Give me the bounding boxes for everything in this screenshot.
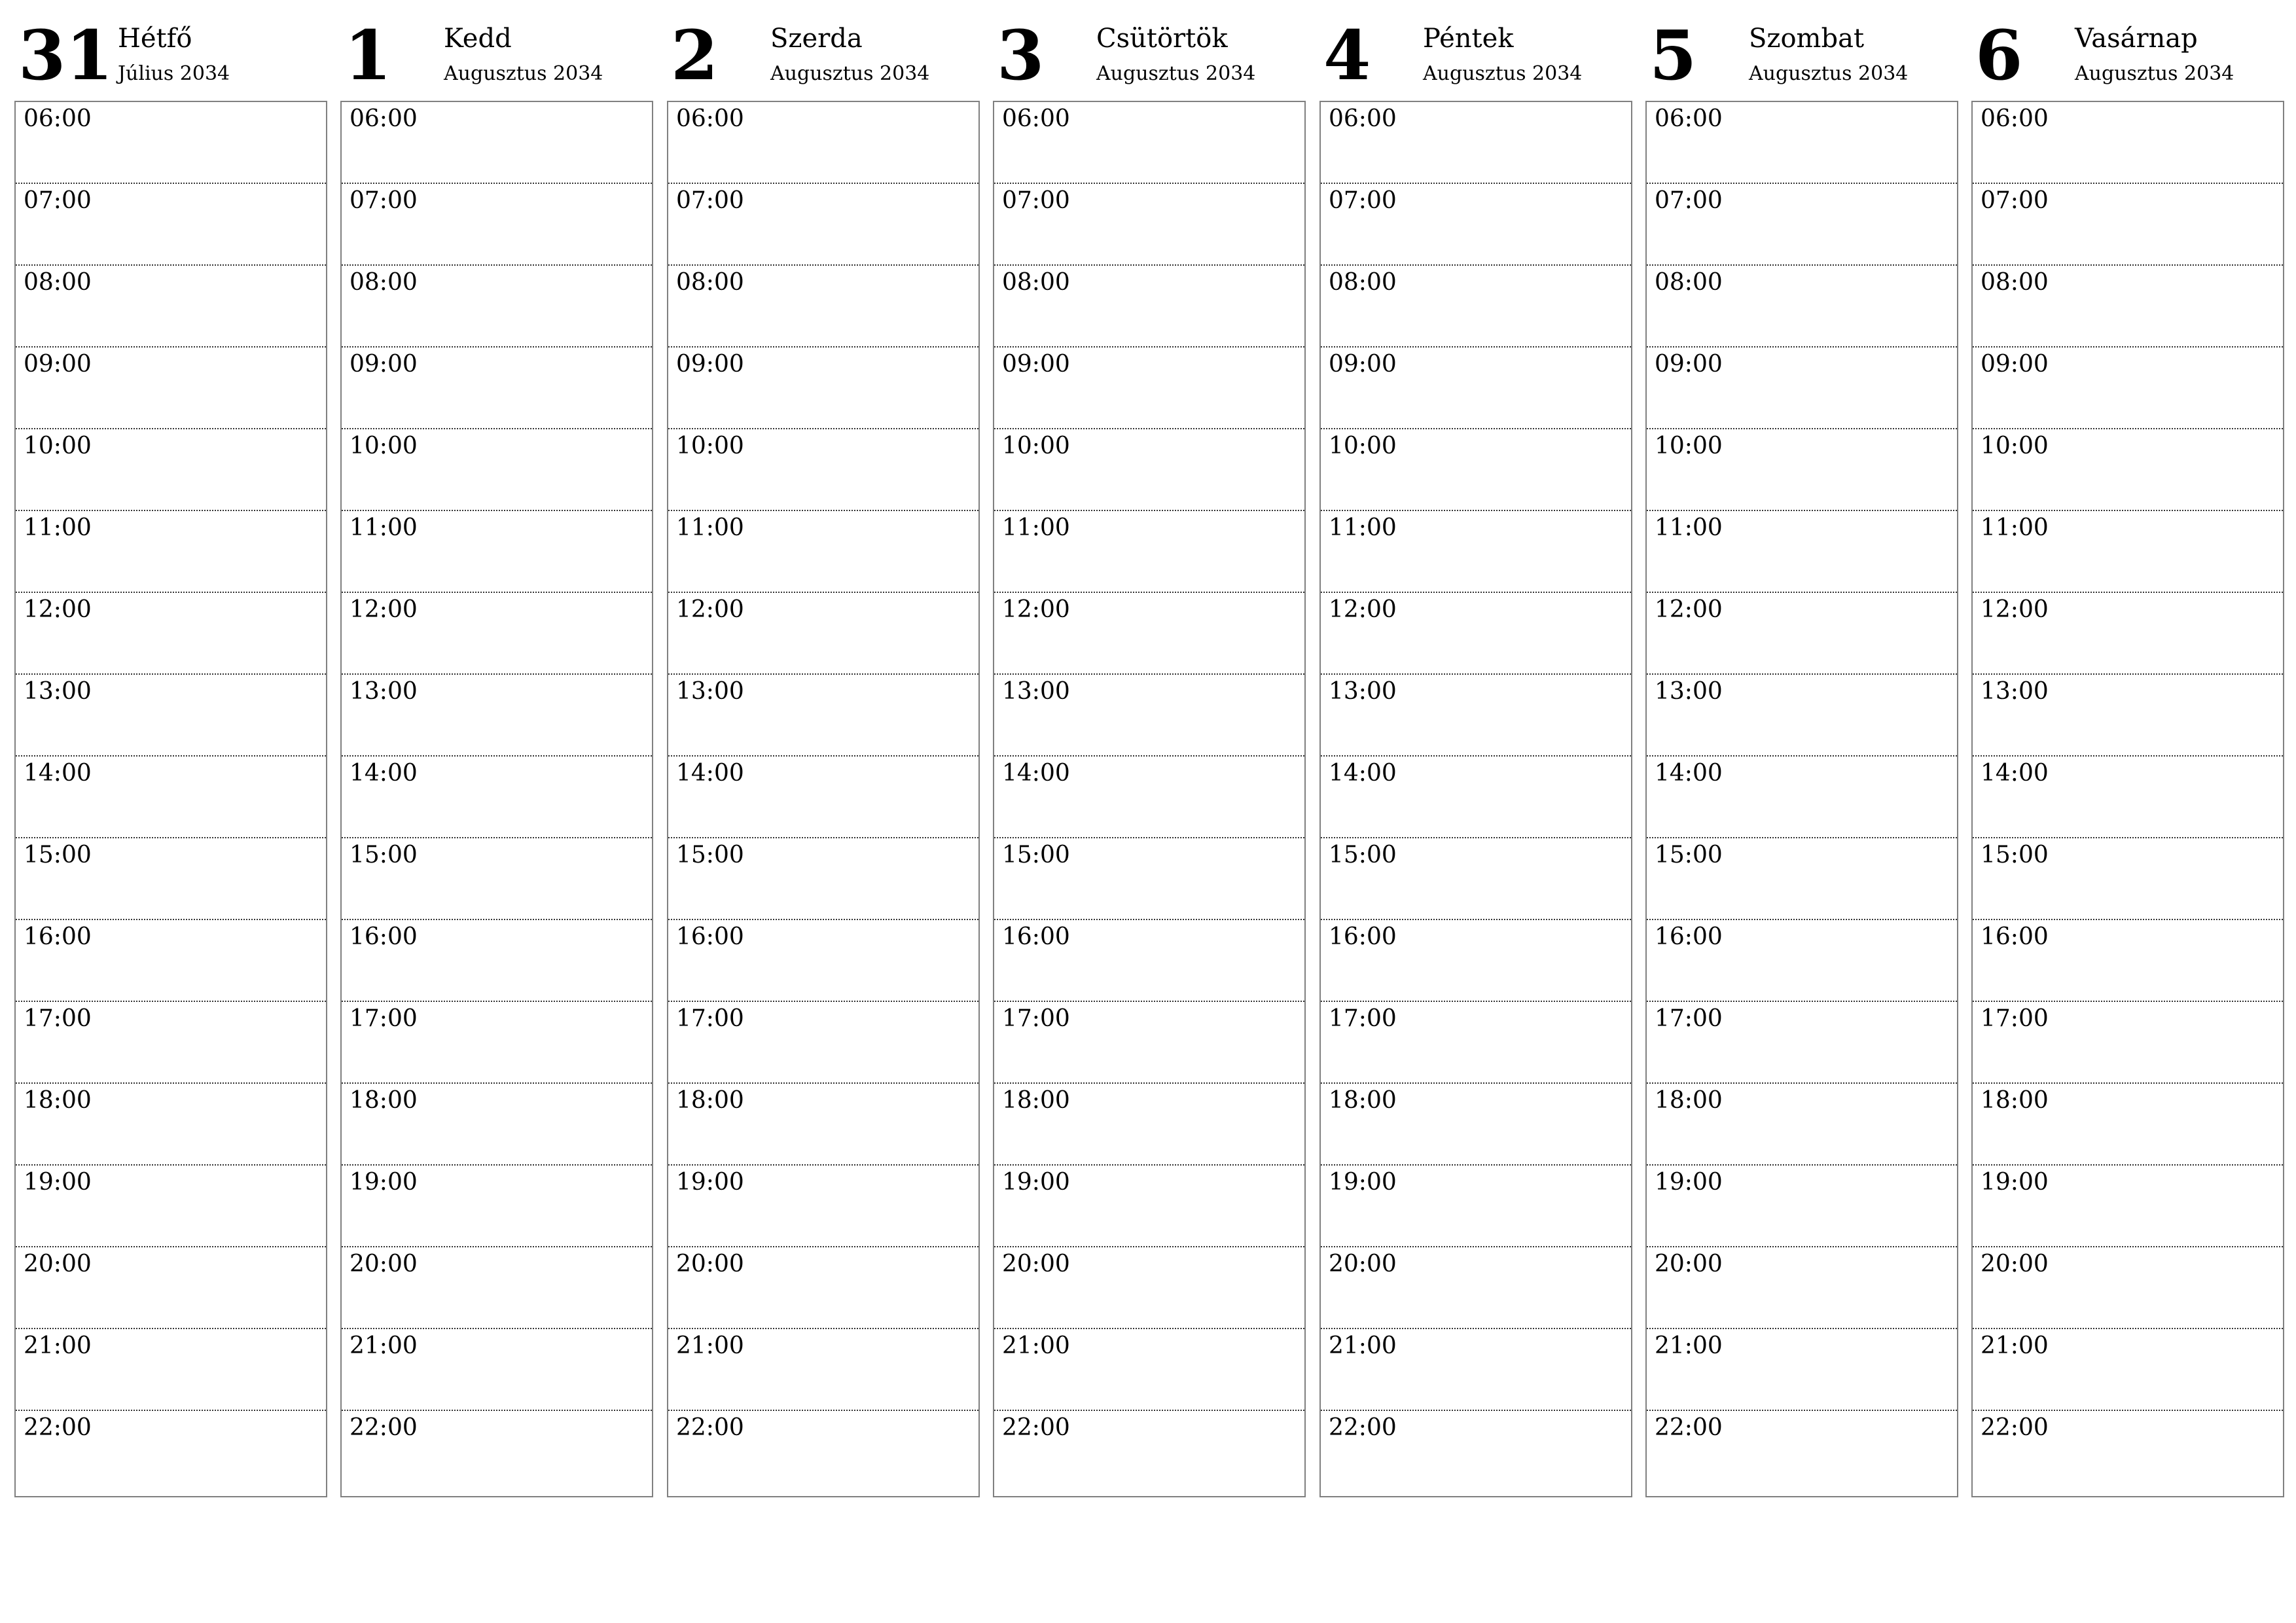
time-label: 20:00: [1981, 1251, 2049, 1277]
time-label: 12:00: [676, 596, 744, 623]
time-slot[interactable]: [16, 1247, 326, 1329]
time-slot[interactable]: [1647, 675, 1957, 757]
time-label: 09:00: [24, 351, 92, 378]
time-label: 15:00: [350, 842, 418, 868]
time-slot[interactable]: [16, 511, 326, 593]
time-label: 22:00: [1981, 1414, 2049, 1441]
time-label: 22:00: [1002, 1414, 1070, 1441]
time-slot[interactable]: [668, 348, 978, 429]
time-slot[interactable]: [1647, 1247, 1957, 1329]
time-label: 17:00: [1002, 1005, 1070, 1032]
time-slot[interactable]: [16, 429, 326, 511]
day-schedule-box: [1971, 101, 2284, 1497]
time-slot[interactable]: [1973, 757, 2283, 838]
time-slot[interactable]: [1973, 1084, 2283, 1166]
time-label: 09:00: [1329, 351, 1397, 378]
day-header: [1645, 0, 1958, 98]
day-schedule-box: [14, 101, 327, 1497]
time-label: 19:00: [350, 1169, 418, 1196]
time-slot[interactable]: [994, 593, 1304, 675]
time-slot[interactable]: [16, 184, 326, 266]
day-name: Vasárnap: [2075, 24, 2198, 54]
time-slot[interactable]: [668, 1247, 978, 1329]
day-month: Augusztus 2034: [770, 62, 930, 85]
time-slot[interactable]: [1973, 593, 2283, 675]
time-slot[interactable]: [668, 1329, 978, 1411]
time-label: 13:00: [1002, 678, 1070, 705]
day-schedule-box: [1319, 101, 1632, 1497]
time-slot[interactable]: [994, 184, 1304, 266]
time-slot[interactable]: [1647, 429, 1957, 511]
time-label: 18:00: [1002, 1087, 1070, 1114]
time-slot[interactable]: [342, 675, 652, 757]
time-label: 06:00: [350, 105, 418, 132]
time-slot[interactable]: [668, 102, 978, 184]
time-label: 16:00: [676, 923, 744, 950]
time-slot[interactable]: [994, 1002, 1304, 1084]
time-label: 08:00: [1329, 269, 1397, 296]
day-schedule-box: [340, 101, 653, 1497]
time-slot[interactable]: [994, 266, 1304, 348]
time-label: 18:00: [24, 1087, 92, 1114]
day-name: Péntek: [1423, 24, 1514, 54]
time-label: 13:00: [676, 678, 744, 705]
time-label: 08:00: [1655, 269, 1723, 296]
time-slot[interactable]: [1321, 1166, 1631, 1247]
time-label: 06:00: [1329, 105, 1397, 132]
time-slot[interactable]: [1973, 1166, 2283, 1247]
time-slot[interactable]: [342, 1329, 652, 1411]
time-label: 09:00: [676, 351, 744, 378]
time-label: 11:00: [676, 514, 744, 541]
time-label: 19:00: [24, 1169, 92, 1196]
time-slot[interactable]: [1647, 1002, 1957, 1084]
time-label: 14:00: [24, 760, 92, 787]
time-label: 14:00: [1002, 760, 1070, 787]
time-slot[interactable]: [1973, 102, 2283, 184]
time-slot[interactable]: [668, 266, 978, 348]
time-label: 22:00: [676, 1414, 744, 1441]
day-number: 1: [344, 15, 392, 96]
time-label: 12:00: [1002, 596, 1070, 623]
time-label: 13:00: [1655, 678, 1723, 705]
time-slot[interactable]: [1973, 429, 2283, 511]
time-slot[interactable]: [16, 1329, 326, 1411]
time-slot[interactable]: [1321, 348, 1631, 429]
time-label: 06:00: [676, 105, 744, 132]
time-label: 18:00: [1329, 1087, 1397, 1114]
time-slot[interactable]: [16, 838, 326, 920]
day-month: Augusztus 2034: [444, 62, 603, 85]
time-label: 20:00: [1655, 1251, 1723, 1277]
time-slot[interactable]: [668, 675, 978, 757]
time-slot[interactable]: [342, 838, 652, 920]
time-slot[interactable]: [1973, 1411, 2283, 1496]
time-slot[interactable]: [16, 102, 326, 184]
time-label: 14:00: [676, 760, 744, 787]
time-slot[interactable]: [994, 757, 1304, 838]
time-slot[interactable]: [994, 920, 1304, 1002]
time-slot[interactable]: [1647, 184, 1957, 266]
time-slot[interactable]: [668, 920, 978, 1002]
time-label: 07:00: [676, 187, 744, 214]
day-number: 2: [671, 15, 719, 96]
time-slot[interactable]: [1647, 1166, 1957, 1247]
time-slot[interactable]: [1973, 266, 2283, 348]
time-label: 10:00: [1655, 433, 1723, 459]
time-label: 21:00: [350, 1332, 418, 1359]
time-label: 11:00: [1002, 514, 1070, 541]
time-slot[interactable]: [1647, 593, 1957, 675]
time-label: 10:00: [350, 433, 418, 459]
time-slot[interactable]: [16, 348, 326, 429]
time-label: 10:00: [676, 433, 744, 459]
time-label: 08:00: [1981, 269, 2049, 296]
time-slot[interactable]: [1321, 266, 1631, 348]
time-label: 17:00: [1981, 1005, 2049, 1032]
day-schedule-box: [667, 101, 980, 1497]
time-label: 20:00: [24, 1251, 92, 1277]
day-month: Augusztus 2034: [2075, 62, 2234, 85]
time-slot[interactable]: [994, 1247, 1304, 1329]
time-slot[interactable]: [668, 511, 978, 593]
time-slot[interactable]: [342, 184, 652, 266]
time-slot[interactable]: [1321, 1329, 1631, 1411]
time-label: 22:00: [350, 1414, 418, 1441]
time-slot[interactable]: [342, 429, 652, 511]
time-slot[interactable]: [1647, 102, 1957, 184]
time-label: 17:00: [1655, 1005, 1723, 1032]
time-label: 10:00: [1002, 433, 1070, 459]
time-label: 21:00: [1329, 1332, 1397, 1359]
time-label: 11:00: [1981, 514, 2049, 541]
time-slot[interactable]: [1647, 1329, 1957, 1411]
time-slot[interactable]: [1973, 838, 2283, 920]
time-label: 16:00: [1981, 923, 2049, 950]
time-label: 12:00: [1329, 596, 1397, 623]
time-slot[interactable]: [1321, 593, 1631, 675]
time-label: 20:00: [1002, 1251, 1070, 1277]
time-label: 17:00: [676, 1005, 744, 1032]
time-label: 07:00: [1002, 187, 1070, 214]
time-label: 16:00: [24, 923, 92, 950]
time-slot[interactable]: [994, 102, 1304, 184]
time-label: 12:00: [350, 596, 418, 623]
time-slot[interactable]: [668, 757, 978, 838]
time-slot[interactable]: [16, 675, 326, 757]
time-label: 20:00: [1329, 1251, 1397, 1277]
time-label: 10:00: [24, 433, 92, 459]
day-month: Augusztus 2034: [1423, 62, 1583, 85]
time-slot[interactable]: [1647, 266, 1957, 348]
time-slot[interactable]: [994, 675, 1304, 757]
time-label: 22:00: [24, 1414, 92, 1441]
time-slot[interactable]: [994, 511, 1304, 593]
time-slot[interactable]: [1321, 757, 1631, 838]
time-label: 13:00: [1981, 678, 2049, 705]
time-label: 11:00: [24, 514, 92, 541]
time-slot[interactable]: [668, 429, 978, 511]
time-slot[interactable]: [342, 102, 652, 184]
time-slot[interactable]: [16, 1002, 326, 1084]
time-label: 07:00: [350, 187, 418, 214]
time-slot[interactable]: [1973, 1329, 2283, 1411]
time-label: 20:00: [676, 1251, 744, 1277]
time-slot[interactable]: [1321, 1247, 1631, 1329]
time-label: 07:00: [24, 187, 92, 214]
time-label: 21:00: [1002, 1332, 1070, 1359]
time-slot[interactable]: [1647, 757, 1957, 838]
time-slot[interactable]: [1321, 184, 1631, 266]
time-slot[interactable]: [1973, 920, 2283, 1002]
time-slot[interactable]: [1321, 511, 1631, 593]
time-label: 21:00: [676, 1332, 744, 1359]
time-label: 08:00: [1002, 269, 1070, 296]
time-slot[interactable]: [342, 1166, 652, 1247]
time-slot[interactable]: [16, 920, 326, 1002]
time-slot[interactable]: [342, 348, 652, 429]
time-label: 09:00: [1655, 351, 1723, 378]
time-slot[interactable]: [1321, 429, 1631, 511]
day-header: [340, 0, 653, 98]
time-label: 17:00: [1329, 1005, 1397, 1032]
time-slot[interactable]: [668, 1166, 978, 1247]
time-label: 16:00: [1002, 923, 1070, 950]
day-schedule-box: [993, 101, 1306, 1497]
time-slot[interactable]: [994, 348, 1304, 429]
time-slot[interactable]: [1973, 348, 2283, 429]
time-label: 16:00: [350, 923, 418, 950]
time-slot[interactable]: [16, 1084, 326, 1166]
time-label: 12:00: [1981, 596, 2049, 623]
time-slot[interactable]: [16, 1166, 326, 1247]
time-slot[interactable]: [1647, 1411, 1957, 1496]
time-slot[interactable]: [342, 1411, 652, 1496]
time-label: 09:00: [1002, 351, 1070, 378]
time-label: 13:00: [350, 678, 418, 705]
time-label: 13:00: [24, 678, 92, 705]
time-label: 06:00: [1002, 105, 1070, 132]
day-number: 4: [1323, 15, 1371, 96]
time-label: 11:00: [350, 514, 418, 541]
time-slot[interactable]: [1321, 920, 1631, 1002]
time-label: 21:00: [1981, 1332, 2049, 1359]
time-label: 19:00: [1981, 1169, 2049, 1196]
time-slot[interactable]: [342, 266, 652, 348]
time-slot[interactable]: [1647, 348, 1957, 429]
time-label: 10:00: [1329, 433, 1397, 459]
time-slot[interactable]: [16, 593, 326, 675]
time-label: 07:00: [1981, 187, 2049, 214]
day-name: Hétfő: [118, 24, 192, 54]
time-label: 19:00: [1655, 1169, 1723, 1196]
time-label: 15:00: [1981, 842, 2049, 868]
time-label: 14:00: [1981, 760, 2049, 787]
day-header: [1319, 0, 1632, 98]
time-label: 19:00: [1329, 1169, 1397, 1196]
time-slot[interactable]: [668, 1002, 978, 1084]
time-slot[interactable]: [1321, 675, 1631, 757]
time-slot[interactable]: [1321, 1002, 1631, 1084]
day-header: [993, 0, 1306, 98]
time-label: 15:00: [1002, 842, 1070, 868]
time-label: 12:00: [1655, 596, 1723, 623]
time-label: 11:00: [1329, 514, 1397, 541]
time-label: 09:00: [350, 351, 418, 378]
time-label: 19:00: [676, 1169, 744, 1196]
time-label: 14:00: [350, 760, 418, 787]
time-slot[interactable]: [1647, 511, 1957, 593]
time-slot[interactable]: [1973, 184, 2283, 266]
time-slot[interactable]: [342, 757, 652, 838]
time-slot[interactable]: [16, 1411, 326, 1496]
time-slot[interactable]: [1321, 102, 1631, 184]
time-label: 16:00: [1329, 923, 1397, 950]
day-name: Szombat: [1749, 24, 1865, 54]
day-number: 31: [18, 15, 113, 96]
time-label: 14:00: [1655, 760, 1723, 787]
time-label: 20:00: [350, 1251, 418, 1277]
time-slot[interactable]: [1973, 1002, 2283, 1084]
time-label: 08:00: [676, 269, 744, 296]
time-label: 19:00: [1002, 1169, 1070, 1196]
time-slot[interactable]: [994, 838, 1304, 920]
time-label: 14:00: [1329, 760, 1397, 787]
time-slot[interactable]: [342, 1247, 652, 1329]
day-name: Kedd: [444, 24, 512, 54]
time-label: 13:00: [1329, 678, 1397, 705]
time-label: 06:00: [1981, 105, 2049, 132]
day-header: [667, 0, 980, 98]
time-slot[interactable]: [994, 1084, 1304, 1166]
time-slot[interactable]: [1973, 1247, 2283, 1329]
time-slot[interactable]: [1321, 838, 1631, 920]
time-label: 18:00: [1981, 1087, 2049, 1114]
time-label: 07:00: [1655, 187, 1723, 214]
time-label: 08:00: [350, 269, 418, 296]
time-label: 17:00: [350, 1005, 418, 1032]
time-slot[interactable]: [994, 429, 1304, 511]
time-label: 07:00: [1329, 187, 1397, 214]
day-month: Július 2034: [118, 62, 230, 85]
time-slot[interactable]: [994, 1329, 1304, 1411]
day-number: 5: [1649, 15, 1697, 96]
time-slot[interactable]: [994, 1411, 1304, 1496]
time-label: 18:00: [1655, 1087, 1723, 1114]
time-label: 09:00: [1981, 351, 2049, 378]
time-label: 21:00: [24, 1332, 92, 1359]
time-label: 15:00: [24, 842, 92, 868]
time-slot[interactable]: [16, 266, 326, 348]
time-label: 11:00: [1655, 514, 1723, 541]
time-label: 08:00: [24, 269, 92, 296]
time-slot[interactable]: [342, 1084, 652, 1166]
time-label: 18:00: [676, 1087, 744, 1114]
time-slot[interactable]: [668, 1411, 978, 1496]
time-label: 22:00: [1329, 1414, 1397, 1441]
time-slot[interactable]: [342, 1002, 652, 1084]
day-header: [1971, 0, 2284, 98]
time-slot[interactable]: [1321, 1411, 1631, 1496]
day-header: [14, 0, 327, 98]
day-schedule-box: [1645, 101, 1958, 1497]
time-label: 22:00: [1655, 1414, 1723, 1441]
time-label: 06:00: [24, 105, 92, 132]
time-slot[interactable]: [342, 920, 652, 1002]
day-number: 6: [1975, 15, 2023, 96]
time-slot[interactable]: [668, 593, 978, 675]
day-month: Augusztus 2034: [1096, 62, 1256, 85]
time-slot[interactable]: [994, 1166, 1304, 1247]
time-slot[interactable]: [342, 511, 652, 593]
day-name: Csütörtök: [1096, 24, 1228, 54]
time-label: 06:00: [1655, 105, 1723, 132]
time-label: 12:00: [24, 596, 92, 623]
time-slot[interactable]: [668, 184, 978, 266]
time-label: 17:00: [24, 1005, 92, 1032]
time-label: 21:00: [1655, 1332, 1723, 1359]
time-slot[interactable]: [342, 593, 652, 675]
time-label: 15:00: [1329, 842, 1397, 868]
day-number: 3: [997, 15, 1045, 96]
time-slot[interactable]: [1321, 1084, 1631, 1166]
time-label: 15:00: [1655, 842, 1723, 868]
day-name: Szerda: [770, 24, 863, 54]
time-label: 18:00: [350, 1087, 418, 1114]
time-slot[interactable]: [668, 838, 978, 920]
time-label: 15:00: [676, 842, 744, 868]
time-slot[interactable]: [1647, 920, 1957, 1002]
time-label: 10:00: [1981, 433, 2049, 459]
time-slot[interactable]: [1973, 511, 2283, 593]
time-slot[interactable]: [16, 757, 326, 838]
time-label: 16:00: [1655, 923, 1723, 950]
time-slot[interactable]: [1973, 675, 2283, 757]
time-slot[interactable]: [668, 1084, 978, 1166]
time-slot[interactable]: [1647, 838, 1957, 920]
day-month: Augusztus 2034: [1749, 62, 1909, 85]
time-slot[interactable]: [1647, 1084, 1957, 1166]
